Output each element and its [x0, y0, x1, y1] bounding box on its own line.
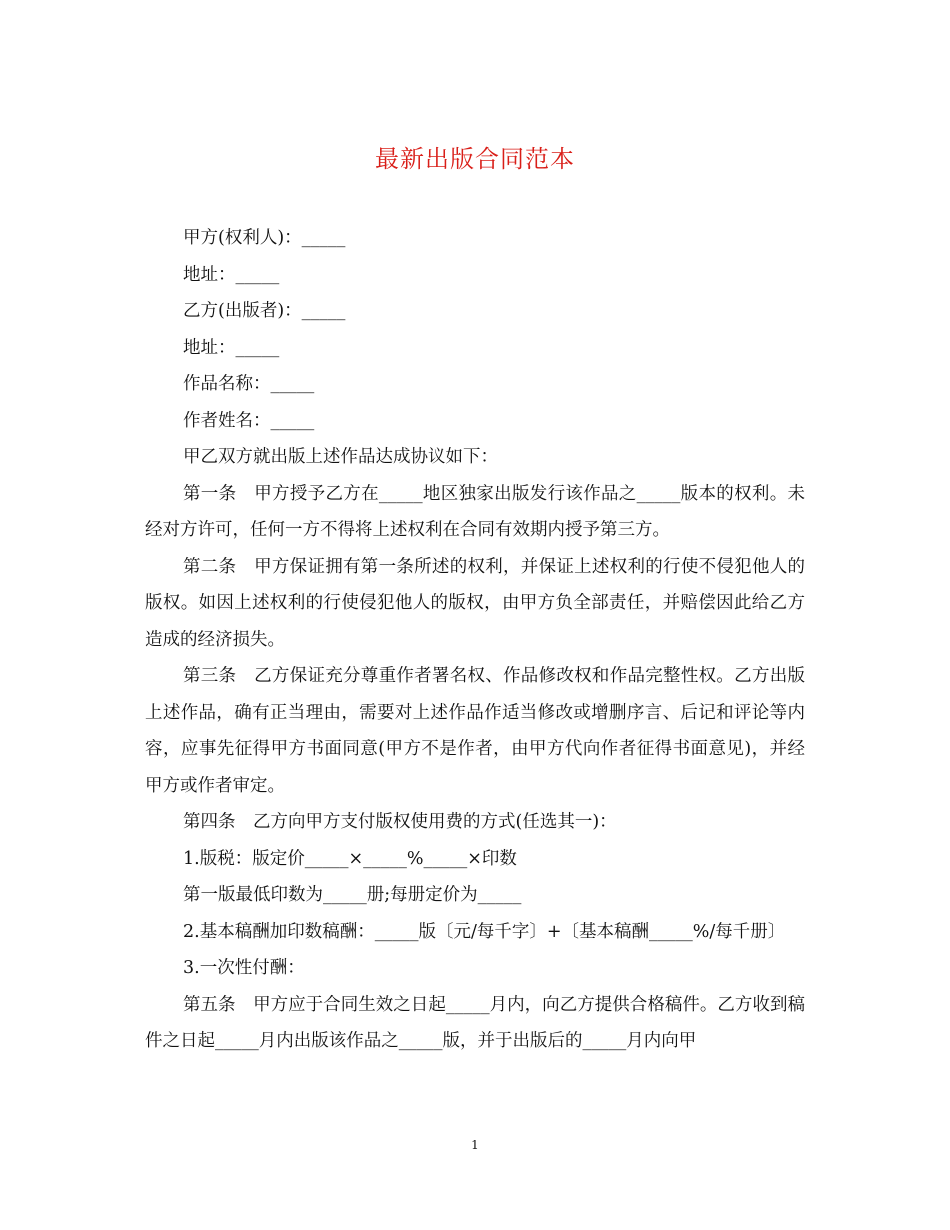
article-five: 第五条 甲方应于合同生效之日起_____月内，向乙方提供合格稿件。乙方收到稿件之日起_____月内出版该作品之_____版，并于出版后的_____月内向甲 [145, 994, 805, 1051]
page-number: 1 [471, 1138, 479, 1152]
author-name-line: 作者姓名：_____ [183, 410, 315, 431]
party-b-line: 乙方(出版者)：_____ [183, 301, 346, 321]
party-a-line: 甲方(权利人)：_____ [183, 228, 346, 248]
royalty-option-three: 3.一次性付酬： [183, 958, 305, 978]
party-b-address-line: 地址：_____ [183, 337, 280, 358]
royalty-option-two: 2.基本稿酬加印数稿酬：_____版〔元/每千字〕+〔基本稿酬_____%/每千册〕 [183, 921, 786, 942]
party-a-address-line: 地址：_____ [183, 264, 280, 285]
agreement-intro: 甲乙双方就出版上述作品达成协议如下： [183, 447, 498, 467]
first-edition-terms: 第一版最低印数为_____册;每册定价为_____ [183, 885, 522, 905]
document-title: 最新出版合同范本 [375, 145, 575, 173]
contract-body [145, 220, 805, 1060]
article-two: 第二条 甲方保证拥有第一条所述的权利，并保证上述权利的行使不侵犯他人的版权。如因上述权利的行使侵犯他人的版权，由甲方负全部责任，并赔偿因此给乙方造成的经济损失。 [145, 556, 805, 650]
royalty-option-one: 1.版税：版定价_____×_____%_____×印数 [183, 848, 517, 869]
article-one: 第一条 甲方授予乙方在_____地区独家出版发行该作品之_____版本的权利。未经对方许可，任何一方不得将上述权利在合同有效期内授予第三方。 [145, 483, 805, 540]
article-three: 第三条 乙方保证充分尊重作者署名权、作品修改权和作品完整性权。乙方出版上述作品，确有正当理由，需要对上述作品作适当修改或增删序言、后记和评论等内容，应事先征得甲方书面同意(甲方不是作者，由甲方代向作者征得书面意见)，并经甲方或作者审定。 [145, 666, 805, 796]
article-four: 第四条 乙方向甲方支付版权使用费的方式(任选其一)： [183, 812, 617, 832]
work-title-line: 作品名称：_____ [183, 374, 315, 394]
